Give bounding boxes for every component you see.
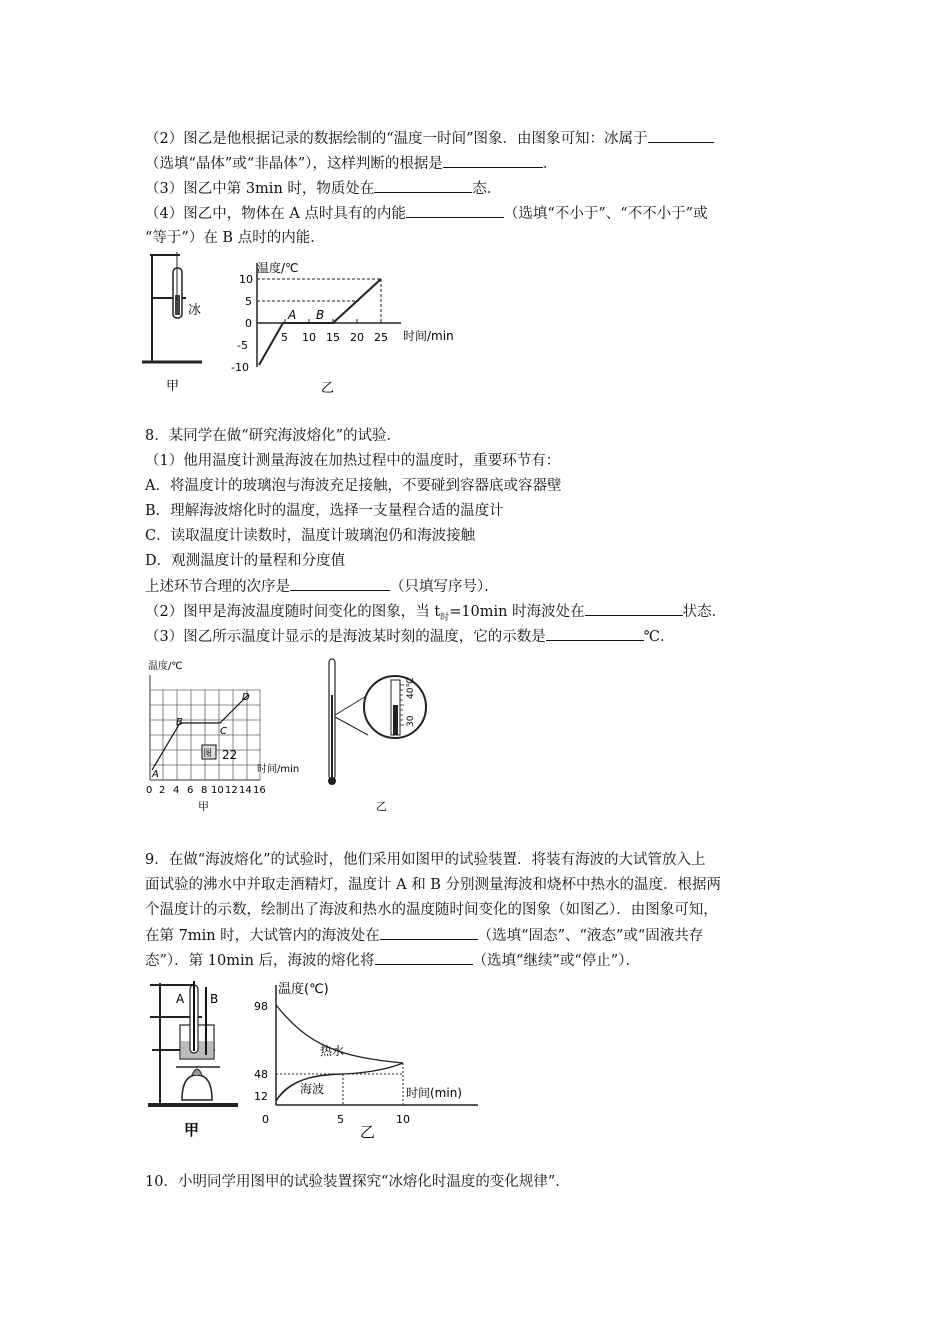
q8-order: 上述环节合理的次序是 （只填写序号）． [145,576,499,597]
y-tick: -5 [237,339,248,352]
q8-title: 8．某同学在做“研究海波熔化”的试验． [145,428,402,444]
answer-blank[interactable] [380,925,478,940]
subscript: 时 [440,612,450,623]
q8-option-d: D．观测温度计的量程和分度值 [145,553,346,569]
q7-part4-line1 [145,203,708,224]
q9-line1: 9．在做“海波熔化”的试验时，他们采用如图甲的试验装置．将装有海波的大试管放入上 [145,852,706,868]
q8-part2: （2）图甲是海波温度随时间变化的图象，当 $t_时=10\min$ 时海波处在 状态． [145,601,726,628]
scale-label-40: 40℃ [406,677,416,699]
q7-part2-line1 [145,128,714,149]
q7-part4-text: （4）图乙中，物体在 A 点时具有的内能 [145,206,406,222]
ice-label: 冰 [188,303,202,318]
point-d-label: D [242,692,250,703]
q8-option-b: B．理解海波熔化时的温度，选择一支量程合适的温度计 [145,503,504,519]
y-axis-label: 温度/℃ [148,661,183,672]
q7-part4-text-cont: “等于”）在 B 点时的内能． [145,230,325,246]
figure-caption-jia: 甲 [184,1121,200,1139]
q7-part2-text: （2）图乙是他根据记录的数据绘制的“温度一时间”图象．由图象可知：冰属于 [145,131,648,147]
point-c-label: C [220,726,227,737]
q7-part4-options: （选填“不小于”、“不不小于”或 [503,206,708,222]
q7-part2-text-cont: （选填“晶体”或“非晶体”），这样判断的根据是 [145,156,443,172]
q7-part3-end: 态． [472,181,502,197]
x-tick: 5 [337,1113,344,1126]
answer-blank[interactable] [443,153,543,168]
hypo-label: 海波 [300,1082,325,1096]
y-tick: 48 [254,1068,268,1081]
q7-figure-yi [225,255,475,405]
answer-blank[interactable] [375,950,473,965]
x-tick: 15 [326,331,340,344]
y-tick: 10 [239,273,253,286]
q7-part4-line2 [145,228,325,248]
x-tick: 5 [281,331,288,344]
q9-line2: 面试验的沸水中并取走酒精灯，温度计 A 和 B 分别测量海波和烧杯中热水的温度．根据两 [145,877,722,893]
x-tick: 16 [253,785,266,796]
q8-part3: （3）图乙所示温度计显示的是海波某时刻的温度，它的示数是 ℃． [145,626,674,647]
x-tick: 12 [225,785,238,796]
q7-figure-jia [140,250,220,400]
q8-option-c: C．读取温度计读数时，温度计玻璃泡仍和海波接触 [145,528,476,544]
answer-blank[interactable] [546,626,644,641]
scale-label-30: 30 [406,715,416,727]
x-tick: 4 [173,785,180,796]
q7-part3-text: （3）图乙中第 3min 时，物质处在 [145,181,375,197]
figure-caption-yi: 乙 [360,1123,376,1140]
q8-figure-yi [320,655,440,815]
answer-blank[interactable] [648,128,714,143]
q8-figure-jia [140,655,320,815]
x-axis-label: 时间/min [257,764,300,775]
x-axis-label: 时间(min) [406,1086,462,1100]
answer-blank[interactable] [290,576,390,591]
y-tick: 12 [254,1090,268,1103]
inset-label: 图 [203,749,213,759]
q8-option-a: A．将温度计的玻璃泡与海波充足接触，不要碰到容器底或容器壁 [145,478,562,494]
q9-figure-jia [140,975,245,1140]
x-tick: 0 [146,785,153,796]
x-tick: 0 [262,1113,269,1126]
q7-part2-line2 [145,153,557,174]
x-axis-label: 时间/min [403,329,454,343]
y-axis-label: 温度/℃ [257,261,299,275]
y-tick: -10 [231,361,249,374]
q9-line4: 在第 7min 时，大试管内的海波处在 （选填“固态”、“液态”或“固液共存 [145,925,703,946]
hot-water-label: 热水 [320,1044,345,1058]
q10-title: 10．小明同学用图甲的试验装置探究“冰熔化时温度的变化规律”． [145,1174,570,1190]
y-tick: 98 [254,1000,268,1013]
answer-blank[interactable] [406,203,504,218]
x-tick: 8 [201,785,208,796]
y-tick: 5 [245,295,252,308]
figure-caption-yi: 乙 [376,800,387,813]
q9-line3: 个温度计的示数，绘制出了海波和热水的温度随时间变化的图象（如图乙）．由图象可知， [145,902,718,918]
q9-figure-yi [248,975,488,1140]
answer-blank[interactable] [585,601,683,616]
point-b-label: B [316,308,325,322]
x-tick: 2 [159,785,166,796]
inset-number: 22 [222,748,238,762]
figure-caption-jia: 甲 [198,800,209,813]
point-b-label: B [176,717,183,728]
x-tick: 10 [396,1113,410,1126]
x-tick: 6 [187,785,194,796]
q7-part3 [145,178,501,199]
q9-line5: 态”）．第 10min 后，海波的熔化将 （选填“继续”或“停止”）． [145,950,640,971]
q8-part1: （1）他用温度计测量海波在加热过程中的温度时，重要环节有： [145,453,561,469]
answer-blank[interactable] [374,178,472,193]
point-a-label: A [288,308,297,322]
thermometer-a-label: A [176,992,185,1006]
figure-caption-jia: 甲 [166,379,180,394]
x-tick: 20 [350,331,364,344]
q7-part2-end: ． [542,156,558,172]
thermometer-b-label: B [210,992,219,1006]
x-tick: 10 [302,331,316,344]
x-tick: 10 [211,785,224,796]
y-axis-label: 温度(℃) [278,982,329,997]
y-tick: 0 [245,317,252,330]
x-tick: 14 [239,785,252,796]
x-tick: 25 [374,331,388,344]
point-a-label: A [152,769,159,780]
figure-caption-yi: 乙 [321,381,335,396]
